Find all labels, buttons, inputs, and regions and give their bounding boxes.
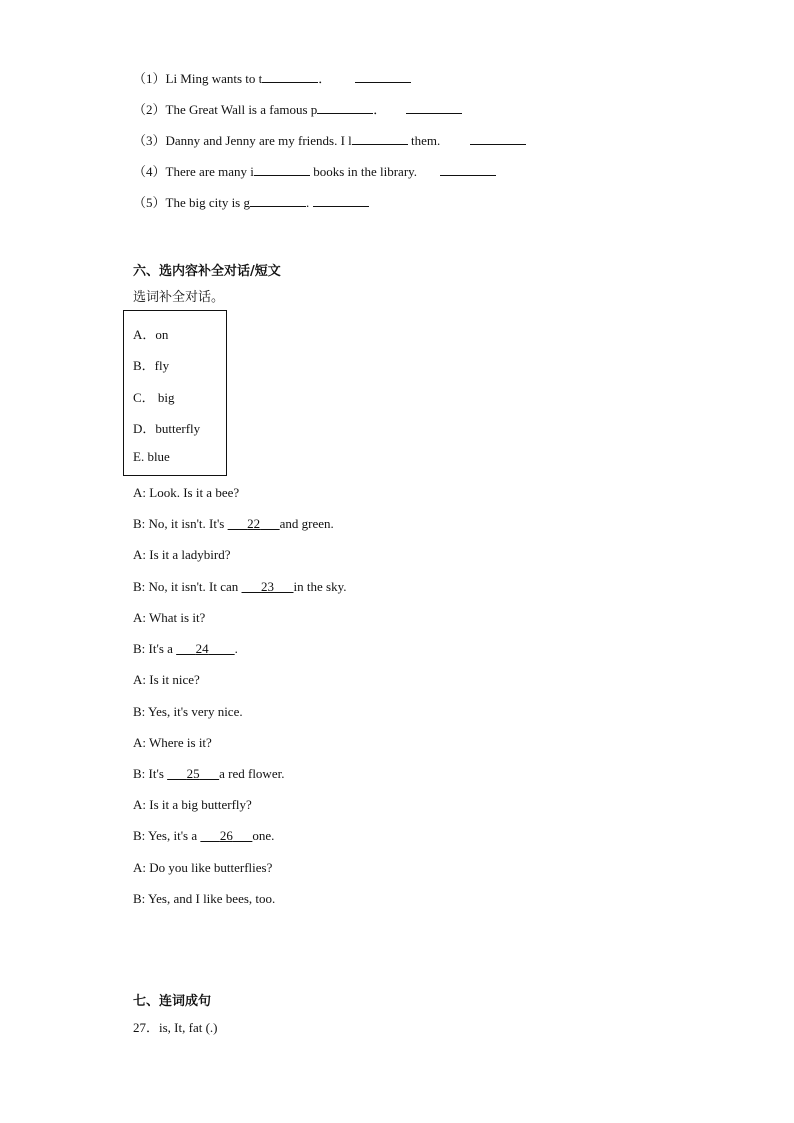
section-6-instruction: 选词补全对话。: [133, 290, 225, 305]
dialogue-line: B: Yes, and I like bees, too.: [133, 891, 276, 906]
fill-item-text: （4）There are many i: [133, 164, 254, 179]
answer-blank[interactable]: [406, 100, 462, 114]
fill-item-3: [133, 130, 526, 149]
blank-24[interactable]: 24: [195, 641, 209, 656]
dialogue-line: A: Do you like butterflies?: [133, 860, 273, 875]
dialogue-line: A: Where is it?: [133, 735, 212, 750]
answer-blank[interactable]: [317, 100, 373, 114]
fill-item-4: [133, 161, 496, 180]
section-7-title: 七、连词成句: [133, 994, 212, 1009]
option-b: B．fly: [133, 358, 170, 373]
dialogue-line: B: It's 25 a red flower.: [133, 766, 285, 781]
option-e: E. blue: [133, 449, 170, 464]
dialogue-line: A: Is it a big butterfly?: [133, 797, 252, 812]
dialogue-line: A: Is it a ladybird?: [133, 547, 231, 562]
question-27: 27．is, It, fat (.): [133, 1020, 218, 1035]
blank-22[interactable]: 22: [247, 516, 261, 531]
dialogue-line: B: Yes, it's very nice.: [133, 704, 243, 719]
option-c: C． big: [133, 390, 175, 405]
fill-item-after: them.: [407, 133, 441, 148]
section-6-title: 六、选内容补全对话/短文: [133, 264, 281, 279]
fill-item-text: （3）Danny and Jenny are my friends. I l: [133, 133, 352, 148]
dialogue-line: A: Is it nice?: [133, 672, 200, 687]
dialogue-line: B: No, it isn't. It's 22 and green.: [133, 516, 334, 531]
fill-item-text: （1）Li Ming wants to t: [133, 71, 263, 86]
dialogue-line: B: Yes, it's a 26 one.: [133, 828, 275, 843]
dialogue-line: A: Look. Is it a bee?: [133, 485, 240, 500]
answer-blank[interactable]: [254, 162, 310, 176]
fill-item-after: books in the library.: [309, 164, 418, 179]
blank-25[interactable]: 25: [186, 766, 200, 781]
fill-item-after: ．: [373, 102, 387, 117]
option-d: D．butterfly: [133, 421, 201, 436]
fill-item-text: （5）The big city is g: [133, 195, 250, 210]
dialogue-line: B: It's a 24 .: [133, 641, 238, 656]
fill-item-5: [133, 192, 369, 211]
answer-blank[interactable]: [313, 193, 369, 207]
word-bank-box: [123, 310, 227, 476]
blank-23[interactable]: 23: [261, 579, 275, 594]
answer-blank[interactable]: [250, 193, 306, 207]
answer-blank[interactable]: [470, 131, 526, 145]
fill-item-1: [133, 68, 411, 87]
dialogue-line: A: What is it?: [133, 610, 206, 625]
answer-blank[interactable]: [355, 69, 411, 83]
fill-item-after: .: [306, 195, 313, 210]
answer-blank[interactable]: [262, 69, 318, 83]
blank-26[interactable]: 26: [219, 828, 233, 843]
fill-item-2: [133, 99, 462, 118]
fill-item-text: （2）The Great Wall is a famous p: [133, 102, 318, 117]
fill-item-after: ．: [318, 71, 332, 86]
answer-blank[interactable]: [352, 131, 408, 145]
option-a: A．on: [133, 327, 169, 342]
dialogue-line: B: No, it isn't. It can 23 in the sky.: [133, 579, 347, 594]
answer-blank[interactable]: [440, 162, 496, 176]
